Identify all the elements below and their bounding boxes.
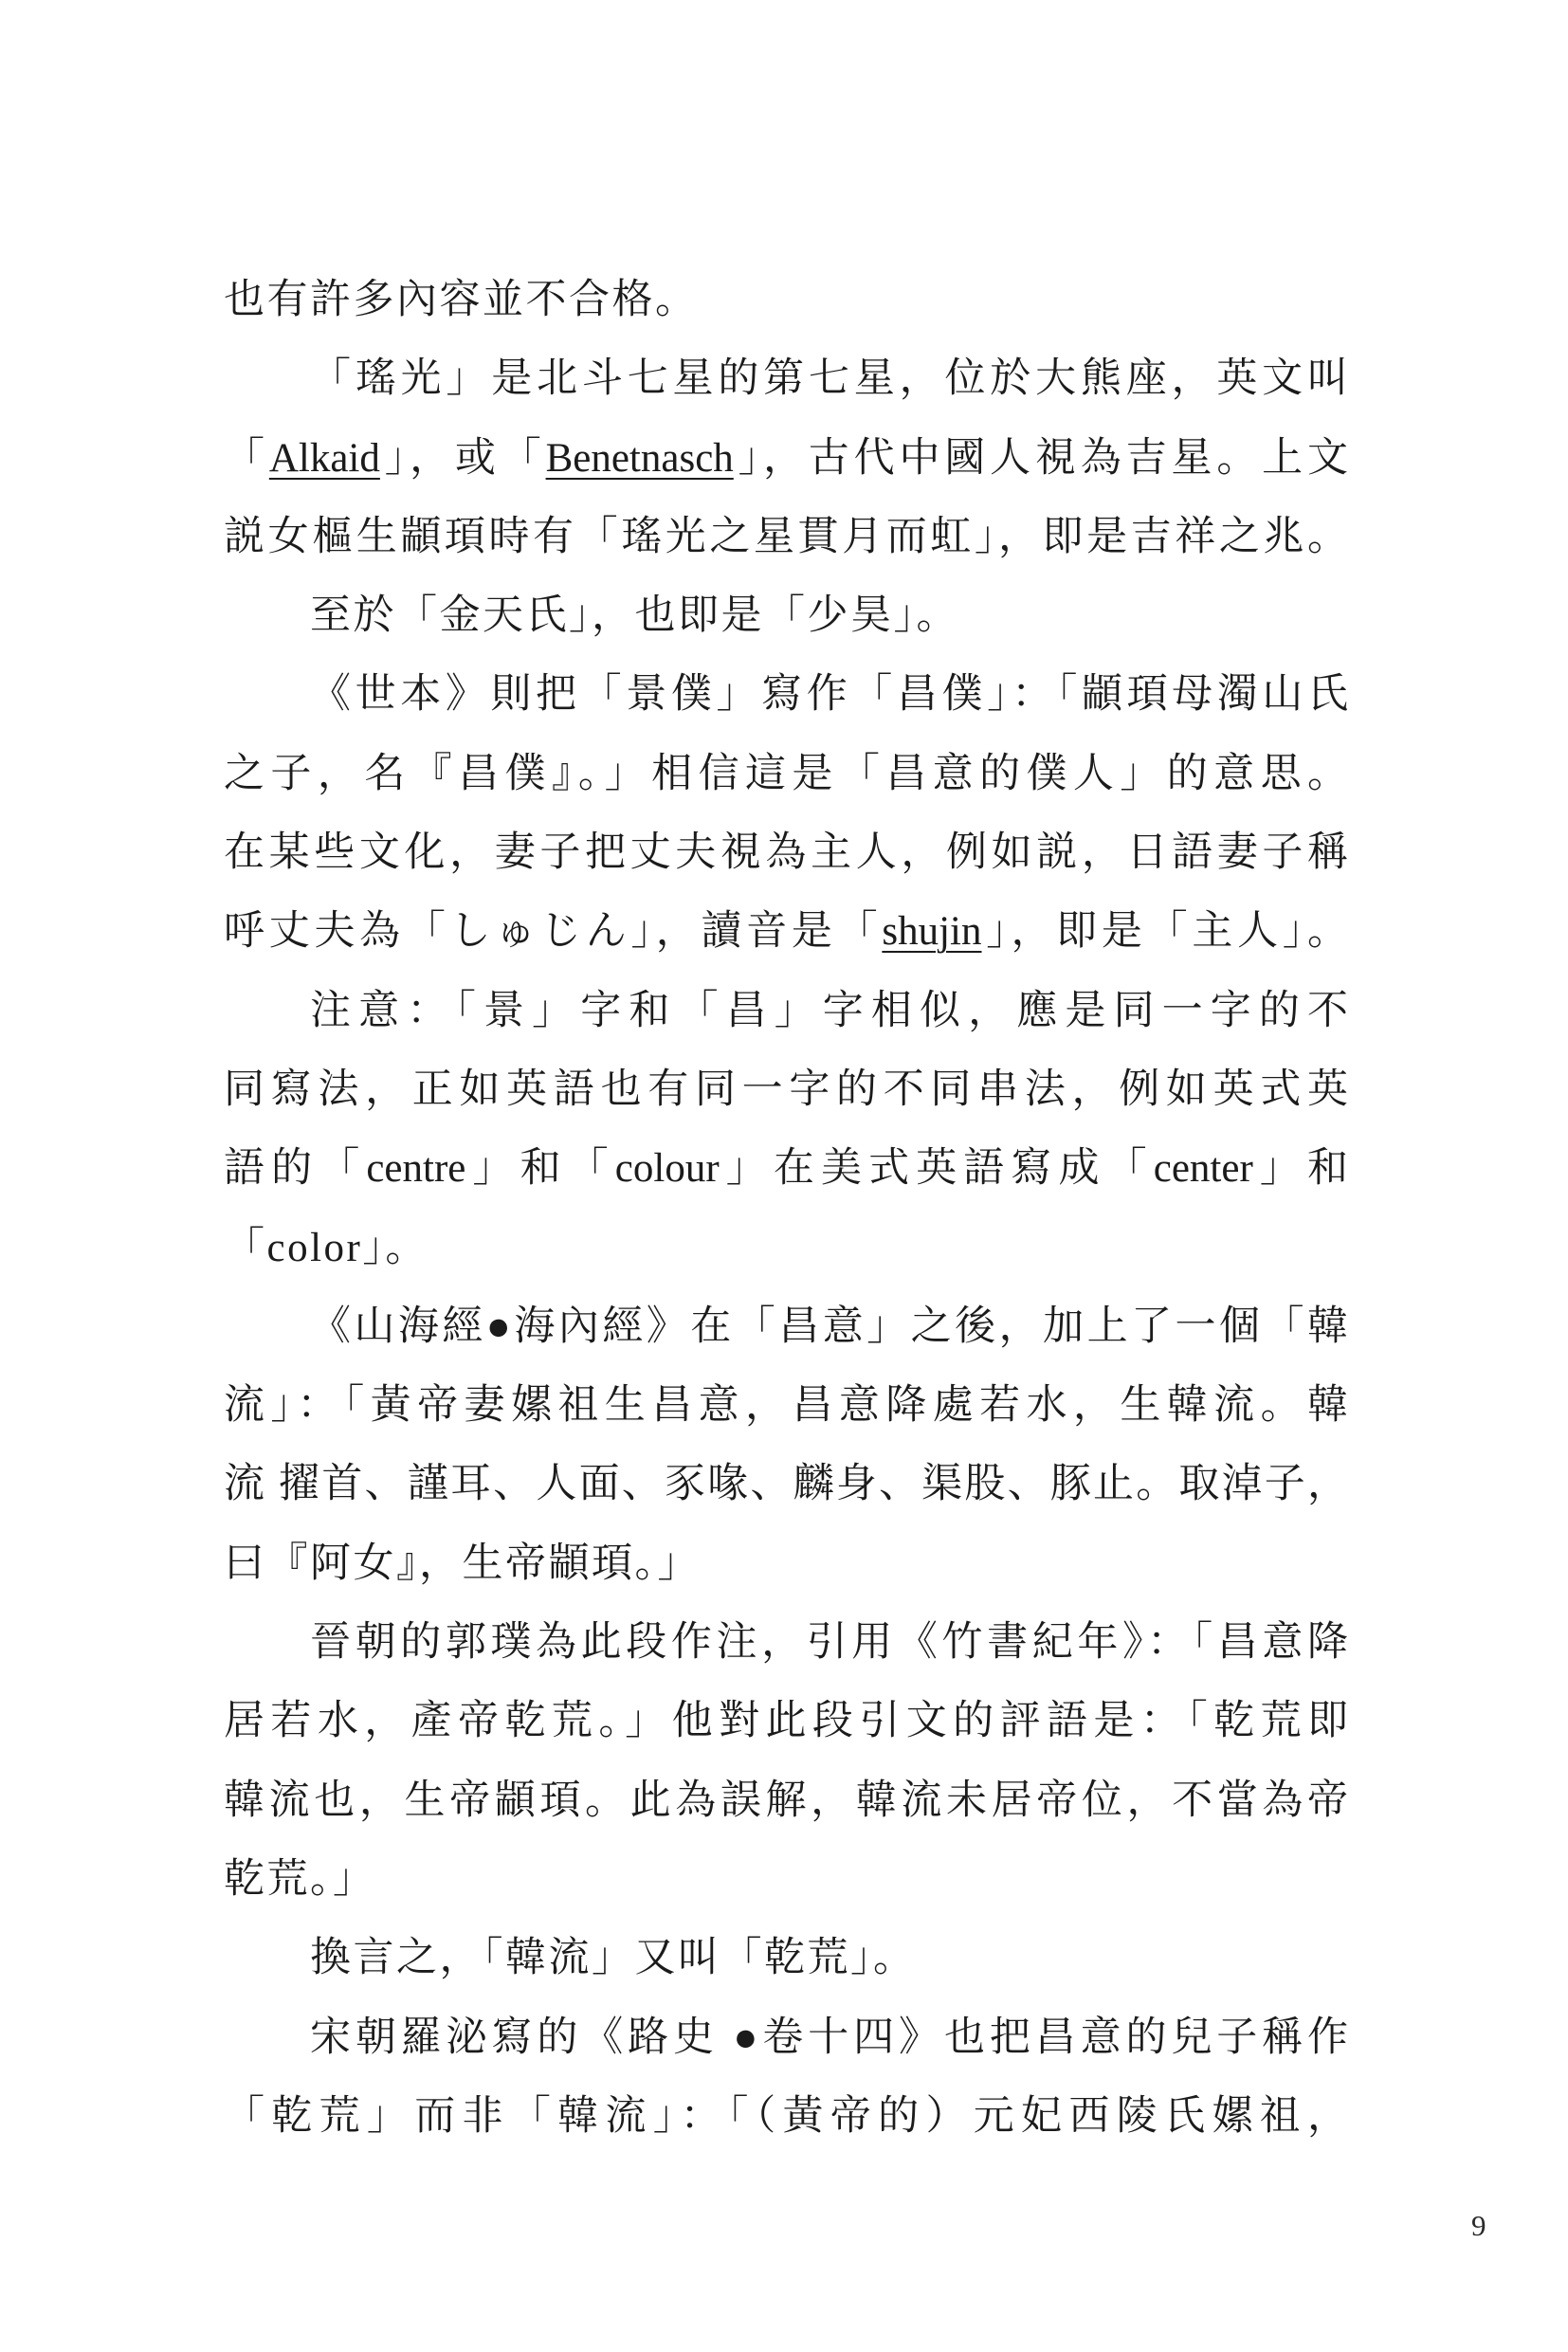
text-line bbox=[224, 1682, 1348, 1760]
text-line bbox=[224, 655, 1348, 734]
text-line bbox=[224, 1998, 1348, 2077]
text-segment: 同寫法，正如英語也有同一字的不同串法，例如英式英 bbox=[224, 1067, 1348, 1112]
text-line bbox=[224, 419, 1348, 498]
text-line bbox=[224, 1129, 1348, 1208]
proper-noun-underlined: shujin bbox=[882, 909, 982, 955]
text-line bbox=[224, 2077, 1348, 2156]
text-line bbox=[224, 261, 1348, 339]
text-segment: 」，古代中國人視為吉星。上文 bbox=[733, 435, 1349, 481]
text-segment: 注意：「景」字和「昌」字相似，應是同一字的不 bbox=[310, 988, 1348, 1033]
text-segment: 換言之，「韓流」又叫「乾荒」。 bbox=[310, 1936, 917, 1981]
text-segment: 乾荒。」 bbox=[224, 1856, 376, 1902]
text-segment: 居若水，產帝乾荒。」他對此段引文的評語是：「乾荒即 bbox=[224, 1699, 1348, 1744]
page-text bbox=[224, 261, 1348, 2156]
text-segment: 」，或「 bbox=[379, 435, 546, 481]
text-line bbox=[224, 576, 1348, 655]
text-segment: 在某些文化，妻子把丈夫視為主人，例如説，日語妻子稱 bbox=[224, 830, 1348, 876]
text-segment: 之子，名『昌僕』。」相信這是「昌意的僕人」的意思。 bbox=[224, 751, 1348, 796]
text-segment: 」，即是「主人」。 bbox=[981, 909, 1349, 955]
text-line bbox=[224, 1524, 1348, 1603]
text-line bbox=[224, 972, 1348, 1050]
text-segment: 韓流也，生帝顓頊。此為誤解，韓流未居帝位，不當為帝 bbox=[224, 1778, 1348, 1823]
text-segment: 曰『阿女』，生帝顓頊。」 bbox=[224, 1541, 701, 1586]
text-segment: 「乾荒」而非「韓流」：「（黃帝的）元妃西陵氏嫘祖， bbox=[224, 2093, 1348, 2139]
text-line bbox=[224, 1366, 1348, 1445]
text-segment: 呼丈夫為「しゅじん」，讀音是「 bbox=[224, 909, 883, 955]
text-line bbox=[224, 1445, 1348, 1523]
text-line bbox=[224, 1209, 1348, 1287]
text-line bbox=[224, 1840, 1348, 1919]
text-segment: 《世本》則把「景僕」寫作「昌僕」：「顓頊母濁山氏 bbox=[310, 672, 1348, 718]
text-line bbox=[224, 498, 1348, 576]
text-line bbox=[224, 1287, 1348, 1366]
text-line bbox=[224, 892, 1348, 971]
text-line bbox=[224, 339, 1348, 418]
text-segment: 流」：「黃帝妻嫘祖生昌意，昌意降處若水，生韓流。韓 bbox=[224, 1383, 1348, 1429]
text-segment: 《山海經●海內經》在「昌意」之後，加上了一個「韓 bbox=[310, 1304, 1348, 1349]
text-line bbox=[224, 1050, 1348, 1129]
text-line bbox=[224, 1919, 1348, 1997]
text-segment: 也有許多內容並不合格。 bbox=[224, 278, 699, 322]
text-segment: 流 擢首、謹耳、人面、豕喙、麟身、渠股、豚止。取淖子， bbox=[224, 1462, 1348, 1507]
text-segment: 晉朝的郭璞為此段作注，引用《竹書紀年》：「昌意降 bbox=[310, 1620, 1348, 1666]
proper-noun-underlined: Alkaid bbox=[268, 435, 380, 481]
page-number: 9 bbox=[1471, 2209, 1486, 2242]
text-segment: 至於「金天氏」，也即是「少昊」。 bbox=[310, 593, 959, 639]
text-line bbox=[224, 813, 1348, 892]
text-line bbox=[224, 735, 1348, 813]
text-line bbox=[224, 1761, 1348, 1840]
proper-noun-underlined: Benetnasch bbox=[545, 435, 734, 481]
text-segment: 「color」。 bbox=[224, 1225, 428, 1270]
text-segment: 宋朝羅泌寫的《路史 ●卷十四》也把昌意的兒子稱作 bbox=[310, 2015, 1348, 2060]
text-segment: 「瑤光」是北斗七星的第七星，位於大熊座，英文叫 bbox=[310, 356, 1348, 402]
text-segment: 説女樞生顓頊時有「瑤光之星貫月而虹」，即是吉祥之兆。 bbox=[224, 514, 1348, 559]
text-segment: 「 bbox=[224, 435, 269, 481]
text-segment: 語的「centre」和「colour」在美式英語寫成「center」和 bbox=[224, 1146, 1348, 1192]
text-line bbox=[224, 1603, 1348, 1682]
